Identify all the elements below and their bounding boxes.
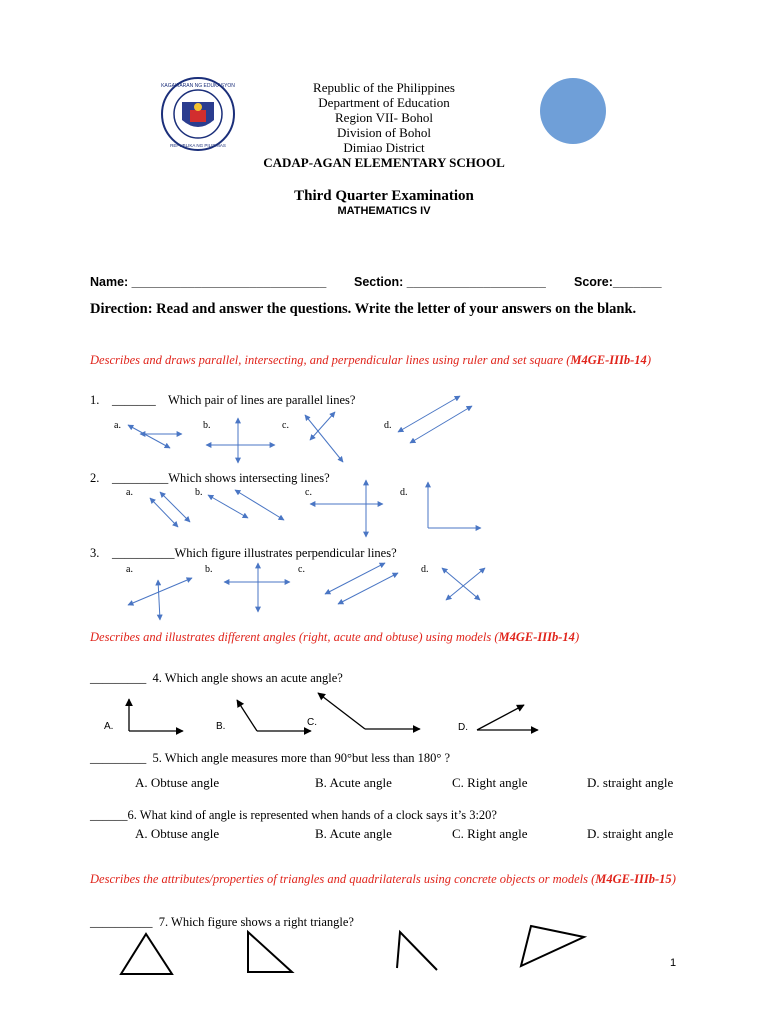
figure-c <box>397 932 437 970</box>
q4-opt-d: D. <box>458 722 468 733</box>
svg-text:REPUBLIKA NG PILIPINAS: REPUBLIKA NG PILIPINAS <box>170 143 226 148</box>
q2-opt-b: b. <box>195 487 203 498</box>
competency-2: Describes and illustrates different angles (right, acute and obtuse) using models (M4GE-IIIb-14) <box>90 630 580 644</box>
q5-choice-c: C. Right angle <box>452 775 528 790</box>
q3-opt-c: c. <box>298 564 305 575</box>
triangle-b <box>248 932 292 972</box>
q2-number: 2. <box>90 471 100 485</box>
q2-text[interactable]: _________Which shows intersecting lines? <box>112 471 330 485</box>
header-line-4: Division of Bohol <box>337 125 431 140</box>
q6-text[interactable]: ______6. What kind of angle is represented when hands of a clock says it’s 3:20? <box>90 808 497 822</box>
q4-opt-b: B. <box>216 721 226 732</box>
q6-choice-b: B. Acute angle <box>315 826 392 841</box>
q1-text: Which pair of lines are parallel lines? <box>168 393 356 407</box>
competency-3: Describes the attributes/properties of triangles and quadrilaterals using concrete objects or models (M4GE-IIIb-15) <box>90 872 676 886</box>
q1-opt-a: a. <box>114 420 121 431</box>
q1-blank[interactable]: _______ <box>112 393 156 407</box>
competency-1: Describes and draws parallel, intersecting, and perpendicular lines using ruler and set square (M4GE-IIIb-14) <box>90 353 651 367</box>
q1-number: 1. <box>90 393 100 407</box>
q3-text[interactable]: __________Which figure illustrates perpendicular lines? <box>112 546 397 560</box>
exam-title: Third Quarter Examination <box>294 188 474 204</box>
header-line-3: Region VII- Bohol <box>335 110 433 125</box>
triangle-a <box>121 934 172 974</box>
header-line-2: Department of Education <box>318 95 450 110</box>
q4-opt-a: A. <box>104 721 114 732</box>
q5-choice-a: A. Obtuse angle <box>135 775 220 790</box>
page-number: 1 <box>670 957 677 969</box>
q2-opt-c: c. <box>305 487 312 498</box>
q4-text[interactable]: _________ 4. Which angle shows an acute angle? <box>90 671 343 685</box>
q2-opt-d: d. <box>400 487 408 498</box>
q7-text[interactable]: __________ 7. Which figure shows a right triangle? <box>90 915 354 929</box>
q3-number: 3. <box>90 546 100 560</box>
q1-opt-d: d. <box>384 420 392 431</box>
q6-choice-d: D. straight angle <box>587 826 674 841</box>
q1-opt-b: b. <box>203 420 211 431</box>
svg-text:KAGAWARAN NG EDUKASYON: KAGAWARAN NG EDUKASYON <box>161 83 235 89</box>
name-field[interactable]: Name: ____________________________ <box>90 275 327 289</box>
q5-choice-d: D. straight angle <box>587 775 674 790</box>
q5-choice-b: B. Acute angle <box>315 775 392 790</box>
section-field[interactable]: Section: ____________________ <box>354 275 546 289</box>
q3-opt-a: a. <box>126 564 133 575</box>
direction: Direction: Read and answer the questions. Write the letter of your answers on the blank. <box>90 301 637 317</box>
triangle-d <box>521 926 584 966</box>
q2-opt-a: a. <box>126 487 133 498</box>
q4-opt-c: C. <box>307 717 317 728</box>
q3-opt-d: d. <box>421 564 429 575</box>
q3-opt-b: b. <box>205 564 213 575</box>
subject: MATHEMATICS IV <box>337 205 431 217</box>
header-line-1: Republic of the Philippines <box>313 80 455 95</box>
header-line-5: Dimiao District <box>343 140 425 155</box>
score-field[interactable]: Score:_______ <box>574 275 662 289</box>
q6-choice-c: C. Right angle <box>452 826 528 841</box>
q5-text[interactable]: _________ 5. Which angle measures more than 90°but less than 180° ? <box>90 751 451 765</box>
school-name: CADAP-AGAN ELEMENTARY SCHOOL <box>263 155 505 170</box>
q6-choice-a: A. Obtuse angle <box>135 826 220 841</box>
q1-opt-c: c. <box>282 420 289 431</box>
